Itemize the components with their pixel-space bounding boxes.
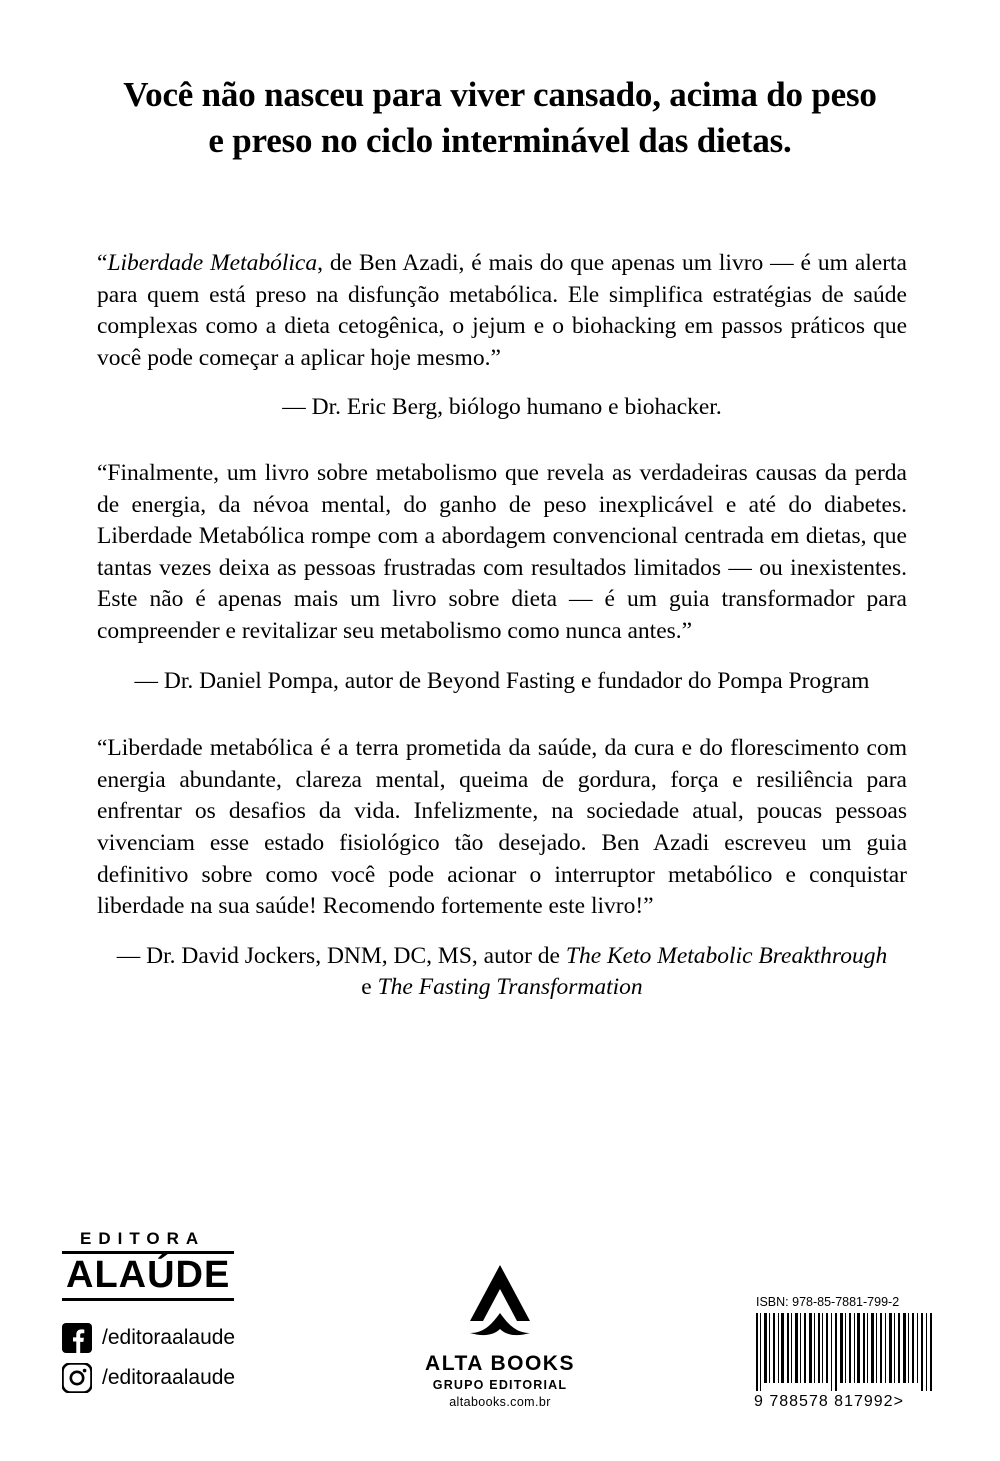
headline-line-1: Você não nasceu para viver cansado, acima do peso	[123, 75, 877, 114]
facebook-icon	[62, 1323, 92, 1353]
isbn-ext-mark: >	[893, 1393, 904, 1410]
blurb-quote-2: “Finalmente, um livro sobre metabolismo que revela as verdadeiras causas da perda de energia, da névoa mental, do ganho de peso inexplicável e até do diabetes. Liberdade Metabólica rompe com a abordagem convencional centrada em dietas, que tantas vezes deixa as pessoas frustradas com resultados limitados — ou inexistentes. Este não é apenas mais um livro sobre dieta — é um guia transformador para compreender e revitalizar seu metabolismo como nunca antes.”	[97, 459, 907, 644]
isbn-digits	[752, 1393, 942, 1411]
headline-line-2: e preso no ciclo interminável das dietas.	[208, 121, 792, 161]
publisher-logo-block	[62, 1229, 292, 1403]
blurb-quote-1	[97, 248, 907, 374]
page-title	[88, 72, 912, 164]
blurb-attribution-1: — Dr. Eric Berg, biólogo humano e biohacker.	[282, 394, 722, 421]
publisher-name: ALAÚDE	[62, 1251, 234, 1301]
attribution-3-title-2: The Fasting Transformation	[377, 974, 643, 1001]
book-title-italic: Liberdade Metabólica	[107, 250, 318, 276]
footer	[0, 1211, 1000, 1461]
social-link-instagram[interactable]	[62, 1363, 292, 1393]
facebook-handle: /editoraalaude	[102, 1326, 236, 1349]
instagram-icon	[62, 1363, 92, 1393]
blurb-attribution-3-line-2	[97, 972, 907, 1004]
isbn-label: ISBN: 978-85-7881-799-2	[756, 1295, 900, 1309]
blurb-list	[97, 248, 907, 1004]
alta-books-mark-icon	[370, 1263, 630, 1346]
attribution-3-conjunction: e	[361, 974, 378, 1001]
alta-books-subtitle: GRUPO EDITORIAL	[432, 1378, 568, 1392]
attribution-3-title-1: The Keto Metabolic Breakthrough	[565, 942, 888, 969]
blurb-attribution-3	[97, 941, 907, 1004]
isbn-digits-value: 9 788578 817992	[754, 1393, 894, 1410]
alta-books-logo-block	[370, 1263, 630, 1409]
quote-open-mark: “	[97, 250, 108, 276]
social-links	[62, 1323, 292, 1393]
social-link-facebook[interactable]	[62, 1323, 292, 1353]
barcode-image	[752, 1313, 938, 1391]
instagram-handle: /editoraalaude	[102, 1366, 236, 1389]
attribution-3-prefix: — Dr. David Jockers, DNM, DC, MS, autor de	[116, 942, 566, 969]
alta-books-website: altabooks.com.br	[449, 1395, 551, 1409]
blurb-quote-3: “Liberdade metabólica é a terra prometida da saúde, da cura e do florescimento com energia abundante, clareza mental, queima de gordura, força e resiliência para enfrentar os desafios da vida. Infelizmente, na sociedade atual, poucas pessoas vivenciam esse estado fisiológico tão desejado. Ben Azadi escreveu um guia definitivo sobre como você pode acionar o interruptor metabólico e conquistar liberdade na sua saúde! Recomendo fortemente este livro!”	[97, 735, 907, 920]
publisher-editora-label: EDITORA	[80, 1228, 206, 1248]
blurb-attribution-2: — Dr. Daniel Pompa, autor de Beyond Fasting e fundador do Pompa Program	[134, 667, 870, 694]
isbn-block	[752, 1295, 942, 1411]
blurb-quote-1-rest: , de Ben Azadi, é mais do que apenas um livro — é um alerta para quem está preso na disfunção metabólica. Ele simplifica estratégias de saúde complexas como a dieta cetogênica, o jejum e o biohacking em passos práticos que você pode começar a aplicar hoje mesmo.”	[97, 250, 907, 371]
alta-books-name: ALTA BOOKS	[425, 1352, 575, 1375]
blurb-attribution-3-line-1	[97, 941, 907, 973]
